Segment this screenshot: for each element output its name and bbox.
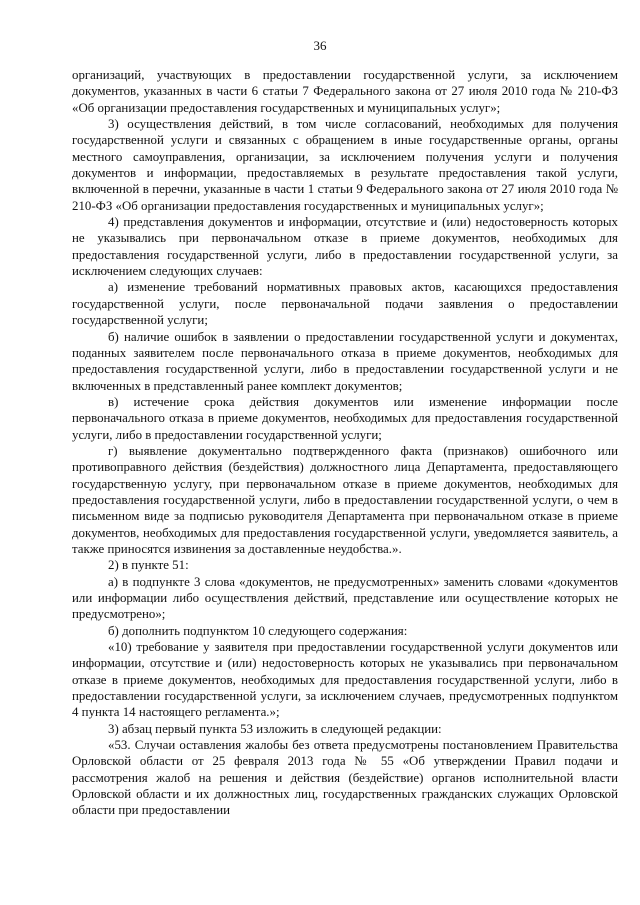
paragraph-point-53-intro: 3) абзац первый пункта 53 изложить в следующей редакции: (108, 721, 442, 736)
paragraph-point-51: 2) в пункте 51: (108, 558, 189, 573)
paragraph-point-51-b: б) дополнить подпунктом 10 следующего содержания: (108, 623, 408, 638)
paragraph-point-53: «53. Случаи оставления жалобы без ответа предусмотрены постановлением Правительства Орловской области от 25 февраля 2013 года № 55 «Об утверждении Правил подачи и рассмотрения жалоб на решения и действия (бездействие) органов исполнительной власти Орловской области и их должностных лиц, государственных гражданских служащих Орловской области при предоставлении (72, 738, 618, 818)
paragraph-continuation: организаций, участвующих в предоставлении государственной услуги, за исключением документов, указанных в части 6 статьи 7 Федерального закона от 27 июля 2010 года № 210-ФЗ «Об организации предоставления государственных и муниципальных услуг»; (72, 68, 618, 115)
paragraph-item-4: 4) представления документов и информации, отсутствие и (или) недостоверность которых не указывались при первоначальном отказе в приеме документов, необходимых для предоставления государственной услуги, либо в предоставлении государственной услуги, за исключением следующих случаев: (72, 215, 618, 279)
paragraph-subitem-g: г) выявление документально подтвержденного факта (признаков) ошибочного или противоправного действия (бездействия) должностного лица Департамента, предоставляющего государственную услугу, при первоначальном отказе в приеме документов, необходимых для предоставления государственной услуги, либо в предоставлении государственной услуги, о чем в письменном виде за подписью руководителя Департамента при первоначальном отказе в приеме документов, необходимых для предоставления государственной услуги, уведомляется заявитель, а также приносятся извинения за доставленные неудобства.». (72, 443, 618, 556)
paragraph-subitem-a: а) изменение требований нормативных правовых актов, касающихся предоставления государственной услуги, после первоначальной подачи заявления о предоставлении государственной услуги; (72, 280, 618, 328)
paragraph-subpoint-10: «10) требование у заявителя при предоставлении государственной услуги документов или информации, отсутствие и (или) недостоверность которых не указывались при первоначальном отказе в приеме документов, необходимых для предоставления государственной услуги, либо в предоставлении государственной услуги, за исключением случаев, предусмотренных подпунктом 4 пункта 14 настоящего регламента.»; (72, 640, 618, 720)
page-number: 36 (313, 38, 327, 53)
document-body (72, 67, 618, 819)
paragraph-subitem-b: б) наличие ошибок в заявлении о предоставлении государственной услуги и документах, поданных заявителем после первоначального отказа в приеме документов, необходимых для предоставления государственной услуги, либо в предоставлении государственной услуги и не включенных в представленный ранее комплект документов; (72, 329, 618, 393)
paragraph-point-51-a: а) в подпункте 3 слова «документов, не предусмотренных» заменить словами «документов или информации либо осуществления действий, представление или осуществление которых не предусмотрено»; (72, 574, 618, 622)
paragraph-item-3: 3) осуществления действий, в том числе согласований, необходимых для получения государственной услуги и связанных с обращением в иные государственные органы, органы местного самоуправления, организации, за исключением получения услуги и получения документов и информации, предоставляемых в результате предоставления такой услуги, включенной в перечни, указанные в части 1 статьи 9 Федерального закона от 27 июля 2010 года № 210-ФЗ «Об организации предоставления государственных и муниципальных услуг»; (72, 117, 618, 213)
paragraph-subitem-v: в) истечение срока действия документов или изменение информации после первоначального отказа в приеме документов, необходимых для предоставления государственной услуги, либо в предоставлении государственной услуги; (72, 394, 618, 442)
